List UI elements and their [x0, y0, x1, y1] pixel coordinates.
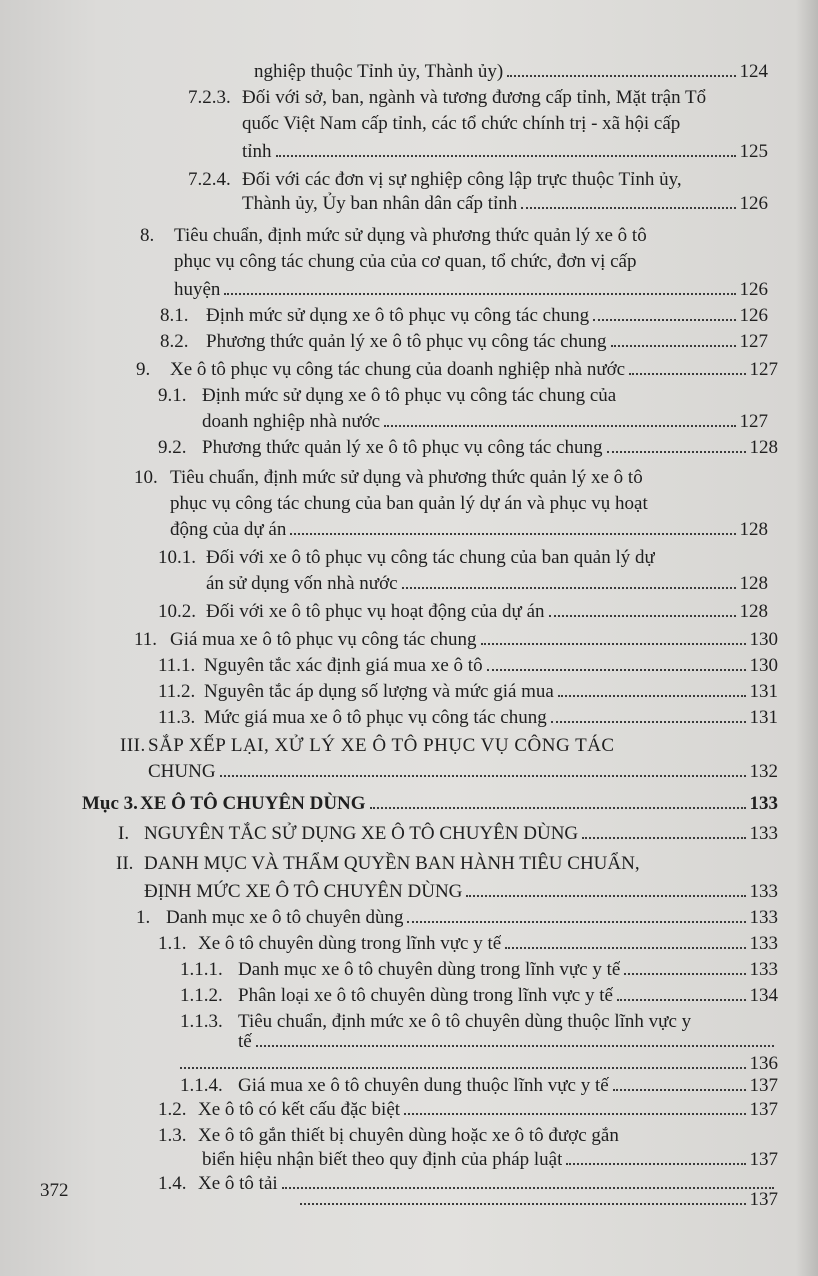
toc-entry-text: Danh mục xe ô tô chuyên dùng: [166, 907, 404, 928]
toc-entry-number: 1.1.: [158, 933, 187, 954]
toc-entry: [180, 1052, 778, 1076]
toc-entry-text: động của dự án: [170, 519, 287, 540]
toc-entry: [174, 278, 768, 302]
toc-entry: [158, 932, 778, 956]
toc-entry: [180, 958, 778, 982]
toc-entry-page: 137: [749, 1099, 778, 1120]
dot-leader: [487, 669, 746, 671]
toc-entry: [158, 654, 778, 678]
toc-entry: [188, 168, 778, 192]
toc-entry-text: Tiêu chuẩn, định mức xe ô tô chuyên dùng thuộc lĩnh vực y: [238, 1011, 692, 1032]
toc-entry-text: tế: [238, 1031, 252, 1052]
dot-leader: [402, 587, 736, 589]
toc-entry-number: I.: [118, 823, 130, 844]
toc-entry-number: 1.1.3.: [180, 1011, 223, 1032]
toc-entry: [174, 250, 778, 274]
toc-entry-page: 137: [749, 1189, 778, 1210]
toc-entry-text: Xe ô tô chuyên dùng trong lĩnh vực y tế: [198, 933, 502, 954]
toc-entry-page: 126: [739, 193, 768, 214]
toc-entry-number: II.: [116, 853, 134, 874]
toc-entry-page: 137: [749, 1149, 778, 1170]
dot-leader: [224, 293, 735, 295]
toc-entry-number: 7.2.3.: [188, 87, 231, 108]
toc-entry-text: án sử dụng vốn nhà nước: [206, 573, 398, 594]
toc-entry: [118, 822, 778, 846]
toc-entry: [202, 1148, 778, 1172]
toc-entry-page: 128: [749, 437, 778, 458]
toc-entry-page: 127: [739, 411, 768, 432]
toc-entry-page: 130: [749, 629, 778, 650]
toc-entry-text: Xe ô tô gắn thiết bị chuyên dùng hoặc xe ô tô được gắn: [198, 1125, 619, 1146]
toc-entry-text: Giá mua xe ô tô chuyên dung thuộc lĩnh vực y tế: [238, 1075, 609, 1096]
toc-entry-text: Mức giá mua xe ô tô phục vụ công tác chung: [204, 707, 547, 728]
toc-entry: [116, 852, 778, 876]
toc-entry-page: 133: [749, 793, 778, 814]
dot-leader: [566, 1163, 745, 1165]
toc-entry-number: 1.4.: [158, 1173, 187, 1194]
toc-entry-text: huyện: [174, 279, 221, 300]
toc-entry: [144, 880, 778, 904]
toc-entry: [136, 906, 778, 930]
toc-entry-text: Phương thức quản lý xe ô tô phục vụ công tác chung: [202, 437, 603, 458]
toc-entry-page: 131: [749, 707, 778, 728]
toc-entry-text: Định mức sử dụng xe ô tô phục vụ công tác chung của: [202, 385, 617, 406]
toc-entry-text: tỉnh: [242, 141, 272, 162]
toc-entry-page: 132: [749, 761, 778, 782]
toc-entry-number: 11.2.: [158, 681, 196, 702]
toc-entry-text: Đối với xe ô tô phục vụ công tác chung của ban quản lý dự: [206, 547, 655, 568]
toc-entry-number: 9.2.: [158, 437, 187, 458]
toc-entry-text: XE Ô TÔ CHUYÊN DÙNG: [140, 793, 366, 814]
toc-entry-number: 1.2.: [158, 1099, 187, 1120]
toc-entry-number: 9.1.: [158, 385, 187, 406]
toc-entry-number: 11.3.: [158, 707, 196, 728]
toc-entry-number: Mục 3.: [82, 793, 138, 814]
dot-leader: [521, 207, 735, 209]
toc-entry: [206, 572, 768, 596]
toc-entry-text: quốc Việt Nam cấp tỉnh, các tổ chức chính trị - xã hội cấp: [242, 113, 681, 134]
toc-entry-text: CHUNG: [148, 761, 216, 782]
toc-entry-text: Xe ô tô phục vụ công tác chung của doanh nghiệp nhà nước: [170, 359, 626, 380]
toc-entry: [170, 492, 778, 516]
toc-entry-number: 1.1.1.: [180, 959, 223, 980]
toc-entry-page: 125: [739, 141, 768, 162]
dot-leader: [593, 319, 735, 321]
toc-entry: [188, 86, 778, 110]
toc-entry: [202, 410, 768, 434]
dot-leader: [256, 1045, 774, 1047]
toc-entry-page: 133: [749, 823, 778, 844]
dot-leader: [407, 921, 745, 923]
toc-entry: [160, 304, 768, 328]
dot-leader: [613, 1089, 746, 1091]
dot-leader: [607, 451, 746, 453]
toc-entry-text: Giá mua xe ô tô phục vụ công tác chung: [170, 629, 477, 650]
toc-entry-number: 1.3.: [158, 1125, 187, 1146]
toc-entry: [242, 192, 768, 216]
toc-section-entry: [82, 792, 778, 816]
toc-entry: [134, 628, 778, 652]
dot-leader: [617, 999, 746, 1001]
toc-entry-number: 1.: [136, 907, 151, 928]
toc-entry-text: phục vụ công tác chung của ban quản lý dự án và phục vụ hoạt: [170, 493, 648, 514]
toc-entry-text: Tiêu chuẩn, định mức sử dụng và phương thức quản lý xe ô tô: [174, 225, 647, 246]
dot-leader: [276, 155, 736, 157]
toc-entry-number: 7.2.4.: [188, 169, 231, 190]
dot-leader: [629, 373, 745, 375]
toc-entry: [170, 518, 768, 542]
toc-entry-text: Xe ô tô có kết cấu đặc biệt: [198, 1099, 401, 1120]
toc-entry-text: Nguyên tắc xác định giá mua xe ô tô: [204, 655, 483, 676]
toc-entry: [158, 706, 778, 730]
dot-leader: [481, 643, 746, 645]
toc-entry-number: 10.: [134, 467, 158, 488]
dot-leader: [507, 75, 735, 77]
page-number: 372: [40, 1180, 69, 1201]
dot-leader: [558, 695, 746, 697]
toc-entry-page: 126: [739, 279, 768, 300]
toc-entry: [158, 680, 778, 704]
toc-entry-text: Phân loại xe ô tô chuyên dùng trong lĩnh vực y tế: [238, 985, 613, 1006]
toc-entry-page: 128: [739, 573, 768, 594]
toc-entry-text: SẮP XẾP LẠI, XỬ LÝ XE Ô TÔ PHỤC VỤ CÔNG TÁC: [148, 735, 615, 756]
dot-leader: [624, 973, 745, 975]
toc-entry: [136, 358, 778, 382]
toc-entry: [180, 984, 778, 1008]
toc-entry-text: DANH MỤC VÀ THẨM QUYỀN BAN HÀNH TIÊU CHUẨN,: [144, 853, 640, 874]
toc-entry-number: 1.1.2.: [180, 985, 223, 1006]
toc-entry: [140, 224, 778, 248]
toc-entry-page: 136: [749, 1053, 778, 1074]
toc-entry-text: Định mức sử dụng xe ô tô phục vụ công tác chung: [206, 305, 590, 326]
toc-entry-page: 131: [749, 681, 778, 702]
toc-entry-number: 11.: [134, 629, 158, 650]
toc-entry-text: phục vụ công tác chung của của cơ quan, tổ chức, đơn vị cấp: [174, 251, 637, 272]
toc-entry-page: 133: [749, 933, 778, 954]
toc-entry-text: NGUYÊN TẮC SỬ DỤNG XE Ô TÔ CHUYÊN DÙNG: [144, 823, 579, 844]
dot-leader: [404, 1113, 745, 1115]
toc-entry-number: 8.: [140, 225, 155, 246]
dot-leader: [180, 1067, 746, 1069]
dot-leader: [220, 775, 746, 777]
toc-entry-text: Thành ủy, Ủy ban nhân dân cấp tỉnh: [242, 193, 518, 214]
toc-entry: [180, 1074, 778, 1098]
dot-leader: [290, 533, 735, 535]
toc-entry: [158, 436, 778, 460]
toc-entry-text: nghiệp thuộc Tỉnh ủy, Thành ủy): [254, 61, 504, 82]
toc-entry: [158, 1098, 778, 1122]
toc-entry: [120, 734, 778, 758]
dot-leader: [384, 425, 735, 427]
toc-entry-page: 130: [749, 655, 778, 676]
toc-entry: [238, 1030, 778, 1054]
toc-entry-text: Xe ô tô tải: [198, 1173, 278, 1194]
toc-entry-page: 126: [739, 305, 768, 326]
toc-entry-text: Đối với sở, ban, ngành và tương đương cấp tỉnh, Mặt trận Tổ: [242, 87, 707, 108]
dot-leader: [582, 837, 745, 839]
toc-entry-text: Danh mục xe ô tô chuyên dùng trong lĩnh vực y tế: [238, 959, 621, 980]
toc-entry-page: 137: [749, 1075, 778, 1096]
toc-entry-number: 10.1.: [158, 547, 196, 568]
dot-leader: [549, 615, 736, 617]
toc-entry: [254, 60, 768, 84]
toc-entry-page: 124: [739, 61, 768, 82]
toc-entry-number: 9.: [136, 359, 151, 380]
toc-entry-number: 1.1.4.: [180, 1075, 223, 1096]
toc-entry-text: biển hiệu nhận biết theo quy định của pháp luật: [202, 1149, 563, 1170]
toc-entry: [242, 112, 778, 136]
toc-entry: [158, 1124, 778, 1148]
toc-entry-text: Phương thức quản lý xe ô tô phục vụ công tác chung: [206, 331, 607, 352]
toc-entry-page: 128: [739, 519, 768, 540]
toc-entry-number: III.: [120, 735, 146, 756]
toc-entry-page: 127: [749, 359, 778, 380]
toc-entry-number: 8.1.: [160, 305, 189, 326]
toc-entry-text: ĐỊNH MỨC XE Ô TÔ CHUYÊN DÙNG: [144, 881, 463, 902]
dot-leader: [551, 721, 746, 723]
toc-entry: [300, 1188, 778, 1212]
toc-entry-text: Đối với xe ô tô phục vụ hoạt động của dự án: [206, 601, 545, 622]
toc-entry-page: 133: [749, 959, 778, 980]
toc-entry: [242, 140, 768, 164]
toc-entry-page: 133: [749, 881, 778, 902]
dot-leader: [300, 1203, 746, 1205]
toc-entry: [158, 546, 778, 570]
toc-entry-number: 8.2.: [160, 331, 189, 352]
toc-entry-number: 10.2.: [158, 601, 196, 622]
toc-entry-text: doanh nghiệp nhà nước: [202, 411, 381, 432]
toc-entry-text: Nguyên tắc áp dụng số lượng và mức giá mua: [204, 681, 554, 702]
toc-entry-number: 11.1.: [158, 655, 196, 676]
toc-entry: [158, 384, 778, 408]
toc-entry-text: Tiêu chuẩn, định mức sử dụng và phương thức quản lý xe ô tô: [170, 467, 643, 488]
toc-entry: [148, 760, 778, 784]
dot-leader: [466, 895, 745, 897]
dot-leader: [505, 947, 745, 949]
toc-entry-page: 133: [749, 907, 778, 928]
toc-entry: [158, 600, 768, 624]
toc-entry-text: Đối với các đơn vị sự nghiệp công lập trực thuộc Tỉnh ủy,: [242, 169, 682, 190]
toc-entry: [134, 466, 778, 490]
toc-entry-page: 134: [749, 985, 778, 1006]
dot-leader: [611, 345, 736, 347]
toc-entry-page: 127: [739, 331, 768, 352]
dot-leader: [370, 807, 746, 809]
toc-entry: [160, 330, 768, 354]
toc-entry-page: 128: [739, 601, 768, 622]
